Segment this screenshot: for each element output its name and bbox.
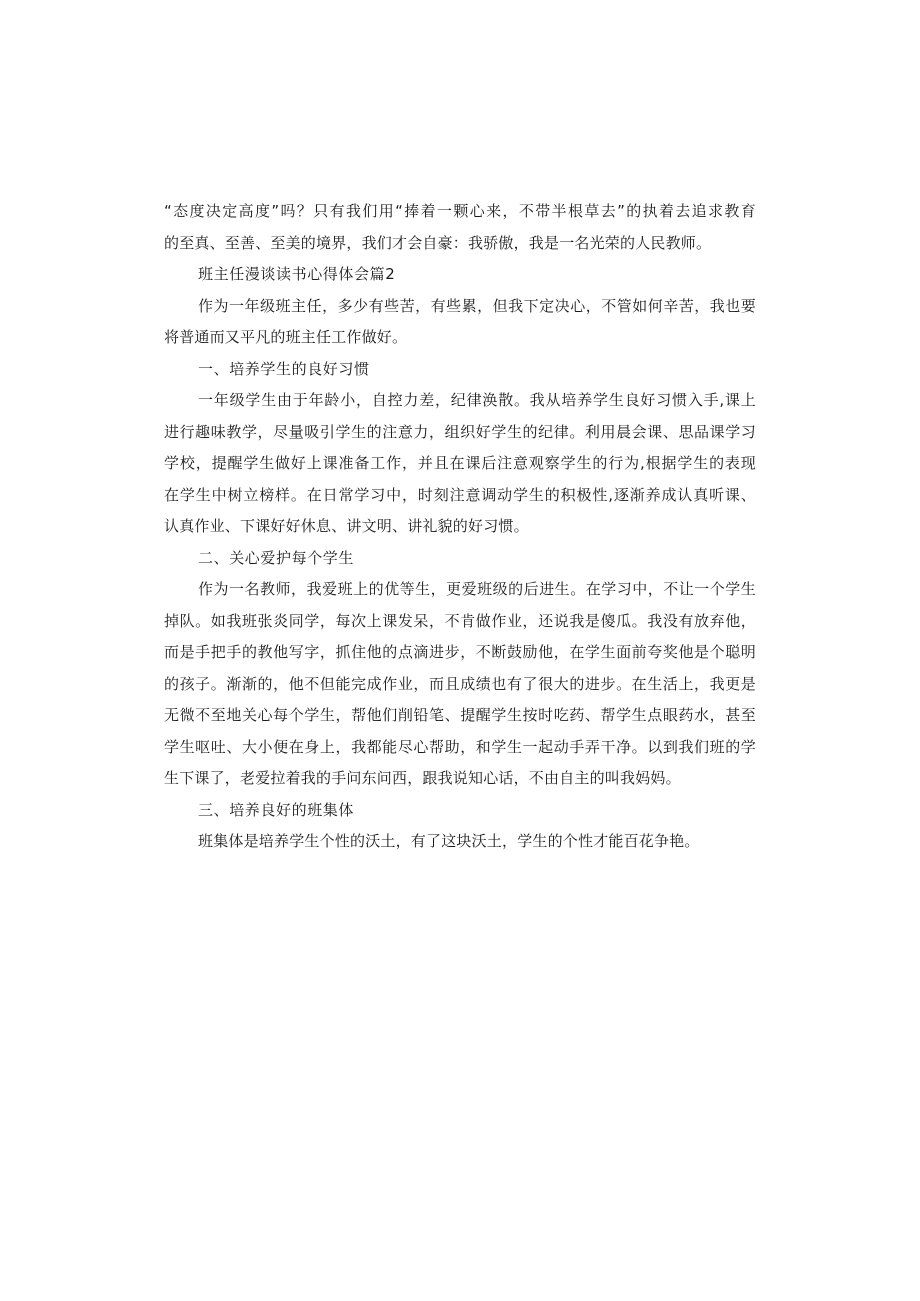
body-line: 的孩子。渐渐的，他不但能完成作业，而且成绩也有了很大的进步。在生活上，我更是 — [164, 674, 756, 693]
section-heading: 二、关心爱护每个学生 — [198, 548, 355, 567]
paragraph-first-line: 一年级学生由于年龄小，自控力差，纪律涣散。我从培养学生良好习惯入手,课上 — [198, 391, 756, 409]
body-line: 在学生中树立榜样。在日常学习中，时刻注意调动学生的积极性,逐渐养成认真听课、 — [164, 485, 756, 504]
body-line: “态度决定高度”吗？只有我们用“捧着一颗心来，不带半根草去”的执着去追求教育 — [164, 202, 756, 220]
section-title: 班主任漫谈读书心得体会篇2 — [198, 265, 396, 283]
paragraph-first-line: 作为一名教师，我爱班上的优等生，更爱班级的后进生。在学习中，不让一个学生 — [198, 580, 756, 598]
body-line: 将普通而又平凡的班主任工作做好。 — [164, 328, 408, 346]
body-line: 掉队。如我班张炎同学，每次上课发呆，不肯做作业，还说我是傻瓜。我没有放弃他， — [164, 611, 756, 630]
body-line: 学生呕吐、大小便在身上，我都能尽心帮助，和学生一起动手弄干净。以到我们班的学 — [164, 737, 756, 756]
body-line: 而是手把手的教他写字，抓住他的点滴进步，不断鼓励他，在学生面前夸奖他是个聪明 — [164, 643, 756, 661]
paragraph-first-line: 班集体是培养学生个性的沃土，有了这块沃土，学生的个性才能百花争艳。 — [198, 832, 700, 850]
paragraph-first-line: 作为一年级班主任，多少有些苦，有些累，但我下定决心，不管如何辛苦，我也要 — [198, 296, 756, 315]
body-line: 进行趣味教学，尽量吸引学生的注意力，组织好学生的纪律。利用晨会课、思品课学习 — [164, 422, 756, 441]
body-line: 学校，提醒学生做好上课准备工作，并且在课后注意观察学生的行为,根据学生的表现 — [164, 454, 756, 472]
section-heading: 一、培养学生的良好习惯 — [198, 359, 370, 378]
body-line: 的至真、至善、至美的境界，我们才会自豪：我骄傲，我是一名光荣的人民教师。 — [164, 233, 712, 252]
body-line: 认真作业、下课好好休息、讲文明、讲礼貌的好习惯。 — [164, 517, 529, 535]
section-heading: 三、培养良好的班集体 — [198, 800, 355, 819]
body-line: 生下课了，老爱拉着我的手问东问西，跟我说知心话，不由自主的叫我妈妈。 — [164, 769, 681, 787]
document-page — [164, 196, 756, 858]
body-line: 无微不至地关心每个学生，帮他们削铅笔、提醒学生按时吃药、帮学生点眼药水，甚至 — [164, 706, 756, 724]
